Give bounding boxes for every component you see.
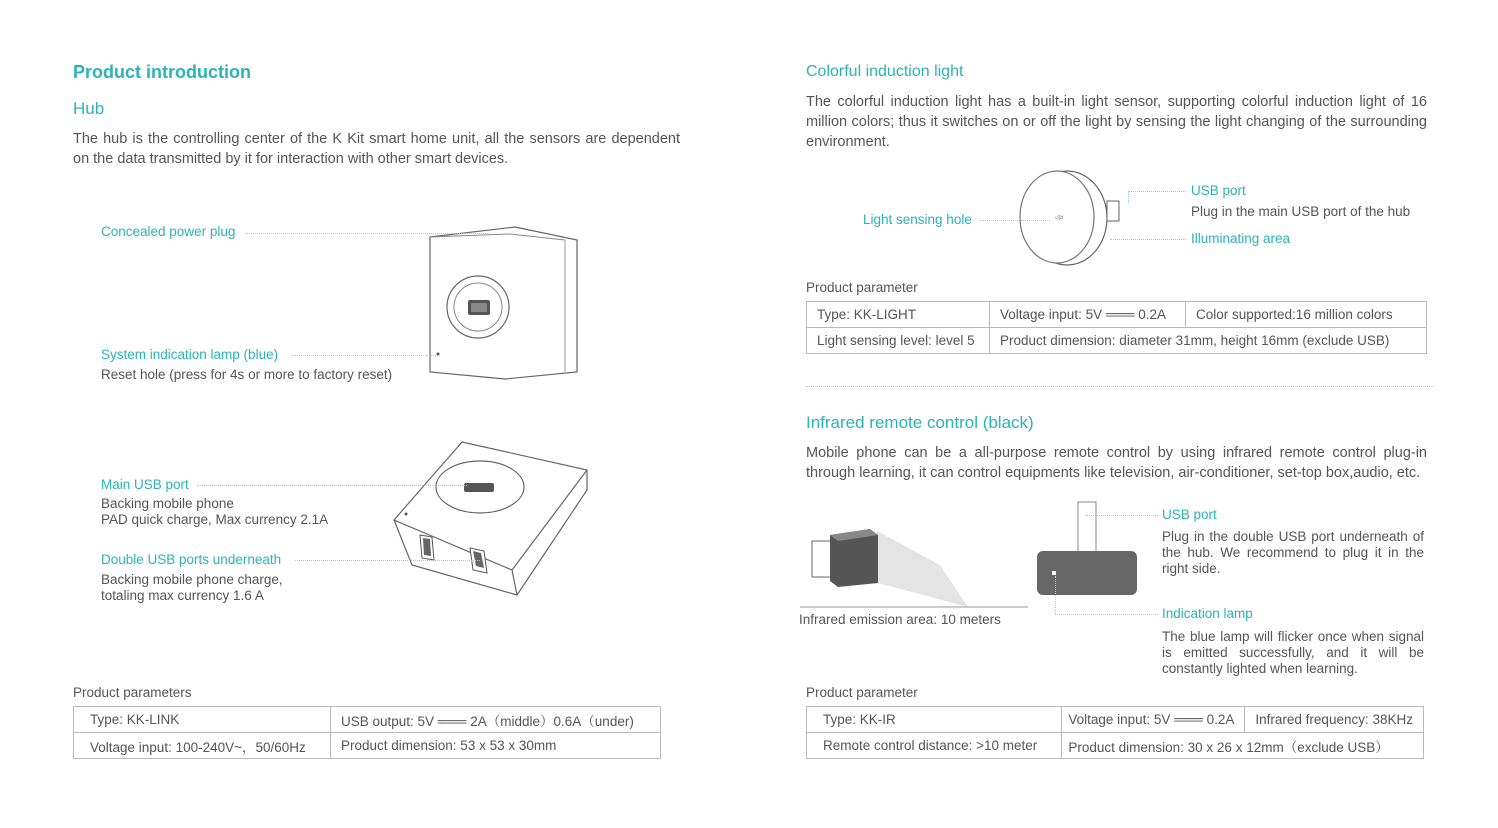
ir-usb-port-desc: Plug in the double USB port underneath of the hub. We recommend to plug it in the right side. [1162, 529, 1424, 576]
ir-indication-lamp-desc: The blue lamp will flicker once when signal is emitted successfully, and it will be constantly lighted when learning. [1162, 629, 1424, 676]
illuminating-area-label: Illuminating area [1191, 231, 1291, 246]
ir-heading: Infrared remote control (black) [806, 413, 1034, 432]
table-cell: Type: KK-LINK [74, 707, 331, 733]
table-row [807, 707, 1424, 733]
ir-usb-port-label: USB port [1162, 507, 1217, 522]
table-cell: Voltage input: 5V ═══ 0.2A [990, 302, 1186, 328]
table-cell: Light sensing level: level 5 [807, 328, 990, 354]
concealed-plug-label: Concealed power plug [101, 224, 236, 239]
table-cell: Voltage input: 100-240V~，50/60Hz [74, 733, 331, 759]
ir-description: Mobile phone can be a all-purpose remote control by using infrared remote control plug-in through learning, it can control equipments like television, air-conditioner, set-top box,audio, etc. [806, 445, 1427, 481]
table-cell: Infrared frequency: 38KHz [1245, 707, 1424, 733]
ir-params-table [806, 706, 1424, 759]
table-cell: Voltage input: 5V ═══ 0.2A [1062, 707, 1245, 733]
page-title: Product introduction [73, 62, 251, 82]
table-cell: Remote control distance: >10 meter [807, 733, 1062, 759]
table-cell: Product dimension: 30 x 26 x 12mm（exclude USB） [1062, 733, 1424, 759]
light-params-title: Product parameter [806, 280, 918, 295]
double-usb-desc-1: Backing mobile phone charge, [101, 572, 283, 587]
table-cell: USB output: 5V ═══ 2A（middle）0.6A（under) [331, 707, 661, 733]
table-cell: Product dimension: 53 x 53 x 30mm [331, 733, 661, 759]
reset-hole-text: Reset hole (press for 4s or more to factory reset) [101, 367, 393, 382]
light-description: The colorful induction light has a built-in light sensor, supporting colorful induction light of 16 million colors; thus it switches on or off the light by sensing the light changing of the surrounding environment. [806, 94, 1427, 150]
table-cell: Type: KK-LIGHT [807, 302, 990, 328]
hub-params-title: Product parameters [73, 685, 192, 700]
table-row [74, 733, 661, 759]
ir-params-title: Product parameter [806, 685, 918, 700]
hub-angled-illustration [392, 440, 592, 598]
svg-text:ঞ: ঞ [1055, 213, 1064, 222]
table-row [807, 302, 1427, 328]
ir-indication-lamp-label: Indication lamp [1162, 606, 1253, 621]
table-cell: Color supported:16 million colors [1186, 302, 1427, 328]
ir-emitter-illustration [800, 525, 1030, 613]
table-cell: Product dimension: diameter 31mm, height 16mm (exclude USB) [990, 328, 1427, 354]
ir-emission-text: Infrared emission area: 10 meters [799, 612, 1001, 627]
main-usb-label: Main USB port [101, 477, 189, 492]
section-divider [806, 386, 1434, 387]
light-sensing-hole-label: Light sensing hole [863, 212, 972, 227]
system-lamp-label: System indication lamp (blue) [101, 347, 279, 362]
table-cell: Type: KK-IR [807, 707, 1062, 733]
table-row [74, 707, 661, 733]
table-row [807, 733, 1424, 759]
double-usb-desc-2: totaling max currency 1.6 A [101, 588, 264, 603]
light-heading: Colorful induction light [806, 63, 964, 80]
double-usb-label: Double USB ports underneath [101, 552, 282, 567]
table-row [807, 328, 1427, 354]
main-usb-desc-2: PAD quick charge, Max currency 2.1A [101, 512, 329, 527]
hub-params-table [73, 706, 661, 759]
light-usb-port-desc: Plug in the main USB port of the hub [1191, 204, 1411, 219]
hub-description: The hub is the controlling center of the K Kit smart home unit, all the sensors are dependent on the data transmitted by it for interaction with other smart devices. [73, 131, 680, 167]
light-usb-port-label: USB port [1191, 183, 1246, 198]
main-usb-desc-1: Backing mobile phone [101, 496, 234, 511]
hub-heading: Hub [73, 99, 105, 118]
induction-light-illustration [1015, 168, 1135, 268]
light-params-table [806, 301, 1427, 354]
hub-front-illustration [425, 222, 585, 384]
